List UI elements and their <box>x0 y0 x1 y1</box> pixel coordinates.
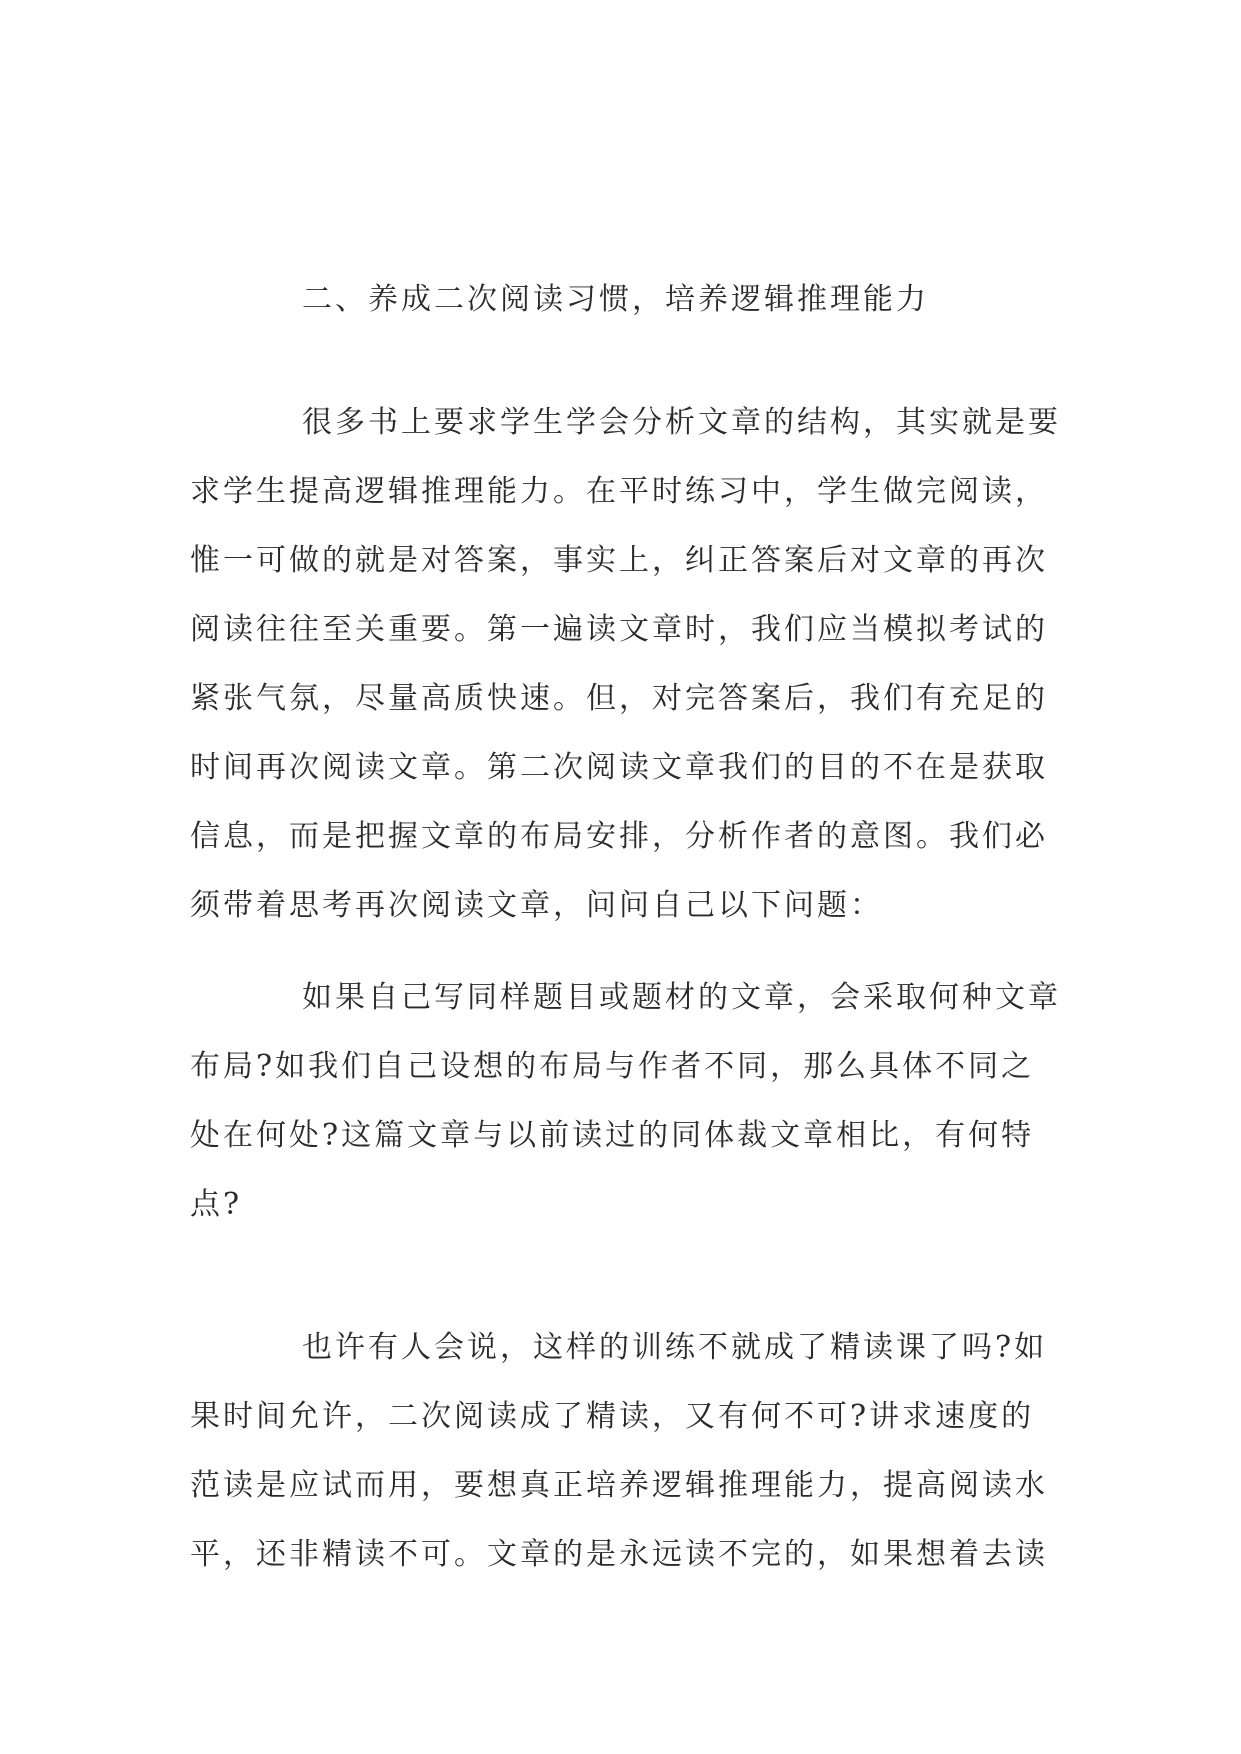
section-heading: 二、养成二次阅读习惯，培养逻辑推理能力 <box>302 282 929 317</box>
paragraph-line: 范读是应试而用，要想真正培养逻辑推理能力，提高阅读水 <box>190 1468 1048 1503</box>
paragraph-line: 很多书上要求学生学会分析文章的结构，其实就是要 <box>302 405 1061 440</box>
paragraph-line: 布局?如我们自己设想的布局与作者不同，那么具体不同之 <box>190 1049 1035 1084</box>
paragraph-line: 也许有人会说，这样的训练不就成了精读课了吗?如 <box>302 1330 1048 1365</box>
paragraph-2 <box>190 963 1060 1239</box>
paragraph-3 <box>190 1313 1060 1589</box>
paragraph-line: 阅读往往至关重要。第一遍读文章时，我们应当模拟考试的 <box>190 612 1048 647</box>
paragraph-line: 点? <box>190 1187 243 1222</box>
paragraph-line: 处在何处?这篇文章与以前读过的同体裁文章相比，有何特 <box>190 1118 1035 1153</box>
paragraph-line: 求学生提高逻辑推理能力。在平时练习中，学生做完阅读， <box>190 474 1048 509</box>
paragraph-line: 果时间允许，二次阅读成了精读，又有何不可?讲求速度的 <box>190 1399 1035 1434</box>
paragraph-line: 信息，而是把握文章的布局安排，分析作者的意图。我们必 <box>190 819 1048 854</box>
paragraph-1 <box>190 388 1060 940</box>
paragraph-line: 惟一可做的就是对答案，事实上，纠正答案后对文章的再次 <box>190 543 1048 578</box>
paragraph-line: 时间再次阅读文章。第二次阅读文章我们的目的不在是获取 <box>190 750 1048 785</box>
paragraph-line: 须带着思考再次阅读文章，问问自己以下问题： <box>190 888 883 923</box>
paragraph-line: 平，还非精读不可。文章的是永远读不完的，如果想着去读 <box>190 1537 1048 1572</box>
paragraph-line: 如果自己写同样题目或题材的文章，会采取何种文章 <box>302 980 1061 1015</box>
paragraph-line: 紧张气氛，尽量高质快速。但，对完答案后，我们有充足的 <box>190 681 1048 716</box>
